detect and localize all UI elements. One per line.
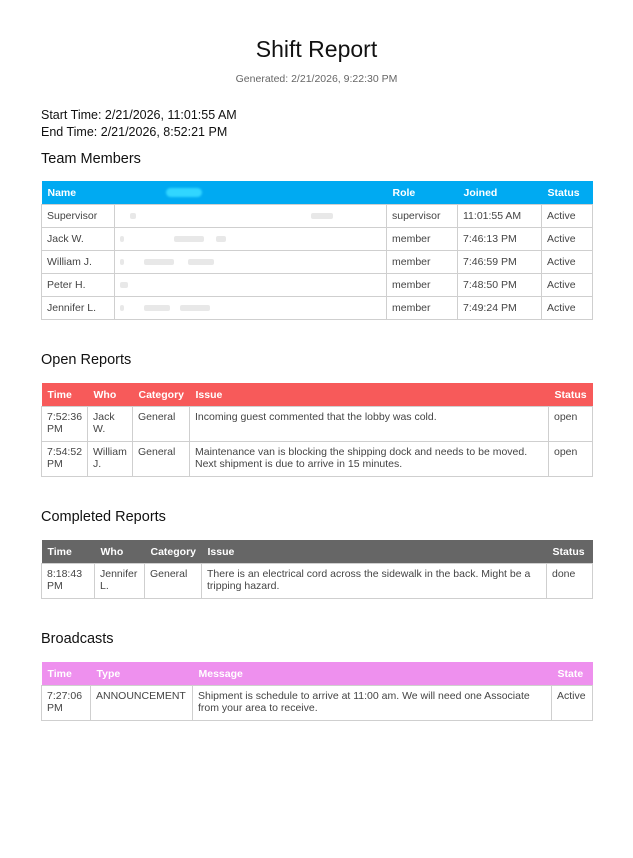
redacted-cell xyxy=(115,228,387,251)
member-role: supervisor xyxy=(387,205,458,228)
col-type: Type xyxy=(91,662,193,686)
broadcasts-title: Broadcasts xyxy=(41,631,114,647)
report-status: open xyxy=(549,407,593,442)
report-category: General xyxy=(145,564,202,599)
member-status: Active xyxy=(542,205,593,228)
member-role: member xyxy=(387,251,458,274)
member-role: member xyxy=(387,274,458,297)
member-status: Active xyxy=(542,297,593,320)
table-row xyxy=(42,228,593,251)
member-status: Active xyxy=(542,274,593,297)
col-category: Category xyxy=(133,383,190,407)
end-time: End Time: 2/21/2026, 8:52:21 PM xyxy=(41,125,228,139)
member-joined: 7:46:59 PM xyxy=(458,251,542,274)
broadcast-state: Active xyxy=(552,686,593,721)
shift-times xyxy=(41,107,237,141)
redacted-cell xyxy=(115,274,387,297)
report-issue: Maintenance van is blocking the shipping dock and needs to be moved. Next shipment is due to arrive in 15 minutes. xyxy=(190,442,549,477)
table-row xyxy=(42,442,593,477)
table-row xyxy=(42,686,593,721)
table-row xyxy=(42,205,593,228)
col-issue: Issue xyxy=(202,540,547,564)
report-time: 7:54:52 PM xyxy=(42,442,88,477)
team-members-title: Team Members xyxy=(41,151,141,167)
report-who: Jack W. xyxy=(88,407,133,442)
member-joined: 7:48:50 PM xyxy=(458,274,542,297)
report-status: open xyxy=(549,442,593,477)
member-joined: 7:49:24 PM xyxy=(458,297,542,320)
broadcasts-table xyxy=(41,662,593,721)
open-reports-table xyxy=(41,383,593,477)
col-joined: Joined xyxy=(458,181,542,205)
member-name: Peter H. xyxy=(42,274,115,297)
col-time: Time xyxy=(42,540,95,564)
table-row xyxy=(42,297,593,320)
table-row xyxy=(42,274,593,297)
report-status: done xyxy=(547,564,593,599)
col-issue: Issue xyxy=(190,383,549,407)
col-name: Name xyxy=(42,181,115,205)
member-name: Jennifer L. xyxy=(42,297,115,320)
broadcast-time: 7:27:06 PM xyxy=(42,686,91,721)
member-name: Jack W. xyxy=(42,228,115,251)
report-issue: There is an electrical cord across the sidewalk in the back. Might be a tripping hazard. xyxy=(202,564,547,599)
redacted-label xyxy=(166,188,202,197)
member-name: William J. xyxy=(42,251,115,274)
completed-reports-table xyxy=(41,540,593,599)
col-state: State xyxy=(552,662,593,686)
col-time: Time xyxy=(42,662,91,686)
redacted-cell xyxy=(115,251,387,274)
col-status: Status xyxy=(547,540,593,564)
report-time: 8:18:43 PM xyxy=(42,564,95,599)
table-header-row xyxy=(42,662,593,686)
col-time: Time xyxy=(42,383,88,407)
broadcast-message: Shipment is schedule to arrive at 11:00 am. We will need one Associate from your area to receive. xyxy=(193,686,552,721)
col-message: Message xyxy=(193,662,552,686)
member-joined: 11:01:55 AM xyxy=(458,205,542,228)
report-category: General xyxy=(133,442,190,477)
generated-timestamp: Generated: 2/21/2026, 9:22:30 PM xyxy=(235,73,398,85)
col-status: Status xyxy=(549,383,593,407)
member-joined: 7:46:13 PM xyxy=(458,228,542,251)
report-issue: Incoming guest commented that the lobby was cold. xyxy=(190,407,549,442)
report-who: Jennifer L. xyxy=(95,564,145,599)
table-header-row xyxy=(42,181,593,205)
col-who: Who xyxy=(95,540,145,564)
col-redacted xyxy=(115,181,387,205)
member-status: Active xyxy=(542,228,593,251)
table-row xyxy=(42,564,593,599)
open-reports-title: Open Reports xyxy=(41,352,132,368)
member-name: Supervisor xyxy=(42,205,115,228)
start-time: Start Time: 2/21/2026, 11:01:55 AM xyxy=(41,108,237,122)
table-header-row xyxy=(42,540,593,564)
redacted-cell xyxy=(115,205,387,228)
member-role: member xyxy=(387,228,458,251)
report-time: 7:52:36 PM xyxy=(42,407,88,442)
col-who: Who xyxy=(88,383,133,407)
table-header-row xyxy=(42,383,593,407)
completed-reports-title: Completed Reports xyxy=(41,509,166,525)
table-row xyxy=(42,251,593,274)
team-members-table xyxy=(41,181,593,320)
report-title: Shift Report xyxy=(255,36,378,62)
redacted-cell xyxy=(115,297,387,320)
broadcast-type: ANNOUNCEMENT xyxy=(91,686,193,721)
col-status: Status xyxy=(542,181,593,205)
col-role: Role xyxy=(387,181,458,205)
report-who: William J. xyxy=(88,442,133,477)
table-row xyxy=(42,407,593,442)
report-category: General xyxy=(133,407,190,442)
member-role: member xyxy=(387,297,458,320)
member-status: Active xyxy=(542,251,593,274)
col-category: Category xyxy=(145,540,202,564)
